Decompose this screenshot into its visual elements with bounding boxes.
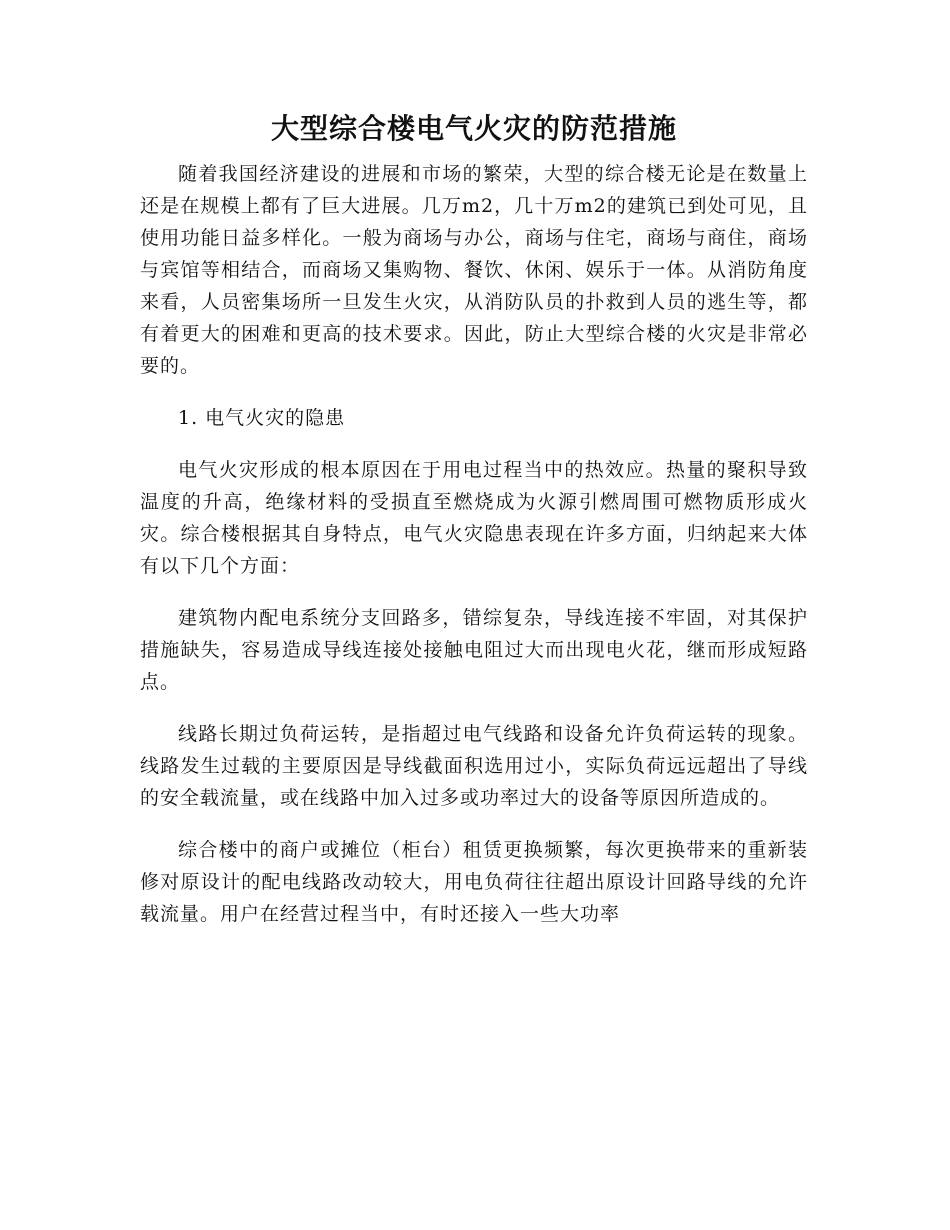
intro-paragraph: 随着我国经济建设的进展和市场的繁荣，大型的综合楼无论是在数量上还是在规模上都有了巨大进展。几万m2，几十万m2的建筑已到处可见，且使用功能日益多样化。一般为商场与办公，商场与住宅，商场与商住，商场与宾馆等相结合，而商场又集购物、餐饮、休闲、娱乐于一体。从消防角度来看，人员密集场所一旦发生火灾，从消防队员的扑救到人员的逃生等，都有着更大的困难和更高的技术要求。因此，防止大型综合楼的火灾是非常必要的。 [140, 163, 808, 377]
body-paragraph-2: 建筑物内配电系统分支回路多，错综复杂，导线连接不牢固，对其保护措施缺失，容易造成导线连接处接触电阻过大而出现电火花，继而形成短路点。 [140, 607, 808, 693]
paragraph-gap [140, 382, 808, 402]
section-heading: 1. 电气火灾的隐患 [178, 407, 346, 429]
document-title: 大型综合楼电气火灾的防范措施 [270, 112, 677, 145]
document-body [140, 108, 808, 930]
body-paragraph-3: 线路长期过负荷运转，是指超过电气线路和设备允许负荷运转的现象。线路发生过载的主要原因是导线截面积选用过小，实际负荷远远超出了导线的安全载流量，或在线路中加入过多或功率过大的设备等原因所造成的。 [140, 723, 808, 809]
body-paragraph-4: 综合楼中的商户或摊位（柜台）租赁更换频繁，每次更换带来的重新装修对原设计的配电线路改动较大，用电负荷往往超出原设计回路导线的允许载流量。用户在经营过程当中，有时还接入一些大功率 [140, 839, 808, 925]
paragraph-gap [140, 434, 808, 454]
body-paragraph-1: 电气火灾形成的根本原因在于用电过程当中的热效应。热量的聚积导致温度的升高，绝缘材料的受损直至燃烧成为火源引燃周围可燃物质形成火灾。综合楼根据其自身特点，电气火灾隐患表现在许多方面，归纳起来大体有以下几个方面： [140, 459, 808, 577]
paragraph-gap [140, 698, 808, 718]
paragraph-gap [140, 582, 808, 602]
paragraph-gap [140, 814, 808, 834]
